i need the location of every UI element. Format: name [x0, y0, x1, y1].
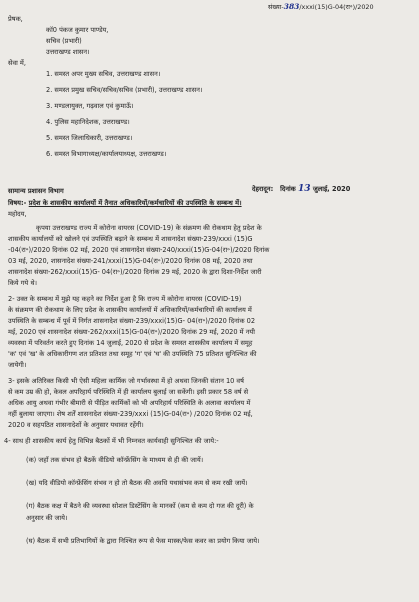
para1-line: शासनादेश संख्या-262/xxxi(15)G- 04(रा॰)/2020 दिनांक 29 मई, 2020 के द्वारा दिशा-निर्देश जारी: [8, 268, 262, 276]
reference-suffix: /xxxi(15)G-04(रा॰)/2020: [299, 3, 374, 11]
recipient-item: 2. समस्त प्रमुख सचिव/सचिव/सचिव (प्रभारी), उत्तराखण्ड शासन।: [46, 86, 203, 94]
para3-line: 3- इसके अतिरिक्त किसी भी ऐसी महिला कार्मिक जो गर्भावस्था में हो अथवा जिनकी संतान 10 वर्ष: [8, 377, 244, 385]
department-name: सामान्य प्रशासन विभाग: [8, 187, 64, 195]
reference-prefix: संख्या-: [268, 3, 284, 11]
para4-item: (ख) यदि वीडियो कॉन्फ्रेंसिंग संभव न हो तो बैठक की अवधि यथासंभव कम से कम रखी जायें।: [26, 479, 248, 487]
sender-designation: सचिव (प्रभारी): [46, 37, 82, 45]
sender-name: कॉ0 पंकज कुमार पाण्डेय,: [46, 26, 109, 34]
para1-line: शासकीय कार्यालयों को खोलने एवं उपस्थिति बढ़ाने के सम्बन्ध में शासनादेश संख्या-239/xxxi (15)G: [8, 235, 253, 243]
sender-office: उत्तराखण्ड शासन।: [46, 48, 90, 56]
para3-line: अधिक आयु अथवा गंभीर बीमारी से पीड़ित कार्मिकों को भी अपरिहार्य परिस्थिति के अलावा कार्यालय में: [8, 399, 251, 407]
subject-text: प्रदेश के शासकीय कार्यालयों में तैनात अधिकारियों/कर्मचारियों की उपस्थिति के सम्बन्ध में।: [28, 199, 242, 207]
recipients-label: सेवा में,: [8, 59, 26, 67]
para2-line: मई, 2020 एवं शासनादेश संख्या-262/xxxi(15)G-04(रा॰)/2020 दिनांक 29 मई, 2020 में नयी: [8, 328, 255, 336]
para2-line: व्यवस्था में परिवर्तन करते हुए दिनांक 14 जुलाई, 2020 से प्रदेश के समस्त शासकीय कार्यालय में समूह: [8, 339, 253, 347]
recipient-item: 3. मण्डलायुक्त, गढ़वाल एवं कुमाऊँ।: [46, 102, 134, 110]
recipient-item: 6. समस्त विभागाध्यक्ष/कार्यालयाध्यक्ष, उत्तराखण्ड।: [46, 150, 167, 158]
recipient-item: 1. समस्त अपर मुख्य सचिव, उत्तराखण्ड शासन।: [46, 70, 161, 78]
sender-label: प्रेषक,: [8, 15, 23, 23]
subject-line: [8, 198, 408, 208]
place: देहरादून:: [252, 185, 274, 193]
dateline: [252, 184, 350, 194]
para4-item: (घ) बैठक में सभी प्रतिभागियों के द्वारा निश्चित रूप से फेस मास्क/फेस कवर का प्रयोग किया जाये।: [26, 537, 260, 545]
salutation: महोदय,: [8, 210, 27, 218]
reference-number: [268, 2, 374, 12]
para4-item: (ग) बैठक कक्ष में बैठने की व्यवस्था सोशल डिस्टेंसिंग के मानकों (कम से कम दो गज की दूरी) के: [26, 502, 254, 510]
para3-line: नहीं बुलाया जाएगा। शेष शर्तें शासनादेश संख्या-239/xxxi (15)G-04(रा॰) /2020 दिनांक 02 मई,: [8, 410, 253, 418]
para4-item-continued: अनुसार की जाये।: [26, 514, 68, 522]
para3-line: से कम उम्र की हो, केवल अपरिहार्य परिस्थिति में ही कार्यालय बुलाई जा सकेंगी। इसी प्रकार 58 वर्ष से: [8, 388, 249, 396]
para2-line: उपस्थिति के सम्बन्ध में पूर्व में निर्गत शासनादेश संख्या-239/xxxi(15)G- 04(रा॰)/2020 दिनांक 02: [8, 317, 256, 325]
para4-intro: 4- साथ ही शासकीय कार्य हेतु विभिन्न बैठकों में भी निम्नवत कार्यवाही सुनिश्चित की जाये:-: [4, 437, 219, 445]
para1-line: कृपया उत्तराखण्ड राज्य में कोरोना वायरस (COVID-19) के संक्रमण की रोकथाम हेतु प्रदेश के: [36, 224, 262, 232]
subject-label: विषय:-: [8, 199, 27, 207]
para2-line: 2- उक्त के सम्बन्ध में मुझे यह कहने का निर्देश हुआ है कि राज्य में कोरोना वायरस (COVID-19): [8, 295, 242, 303]
date-label: दिनांक: [280, 185, 296, 193]
recipient-item: 4. पुलिस महानिदेशक, उत्तराखण्ड।: [46, 118, 130, 126]
para4-item: (क) जहाँ तक संभव हो बैठकें वीडियो कॉन्फ्रेंसिंग के माध्यम से ही की जायें।: [26, 456, 204, 464]
para1-line: -04(रा॰)/2020 दिनांक 02 मई, 2020 एवं शासनादेश संख्या-240/xxxi(15)G-04(रा॰)/2020 दिनांक: [8, 246, 270, 254]
para3-line: 2020 व सहपठित शासनादेशों के अनुसार यथावत रहेंगी।: [8, 421, 144, 429]
para1-line: किये गये थे।: [8, 279, 38, 287]
date-month-year: जुलाई, 2020: [312, 185, 351, 193]
para2-line: 'क' एवं 'ख' के अधिकारीगण शत प्रतिशत तथा समूह 'ग' एवं 'घ' की उपस्थिति 75 प्रतिशत सुनिश्चित की: [8, 350, 257, 358]
handwritten-reference-number: 383: [283, 2, 300, 11]
recipient-item: 5. समस्त जिलाधिकारी, उत्तराखण्ड।: [46, 134, 133, 142]
para2-line: जायेगी।: [8, 361, 27, 369]
para2-line: के संक्रमण की रोकथाम के लिए प्रदेश के शासकीय कार्यालयों में अधिकारियों/कर्मचारियों की कार्यालय में: [8, 306, 252, 314]
handwritten-date-day: 13: [298, 184, 311, 194]
para1-line: 03 मई, 2020, शासनादेश संख्या-241/xxxi(15)G-04(रा॰)/2020 दिनांक 08 मई, 2020 तथा: [8, 257, 253, 265]
